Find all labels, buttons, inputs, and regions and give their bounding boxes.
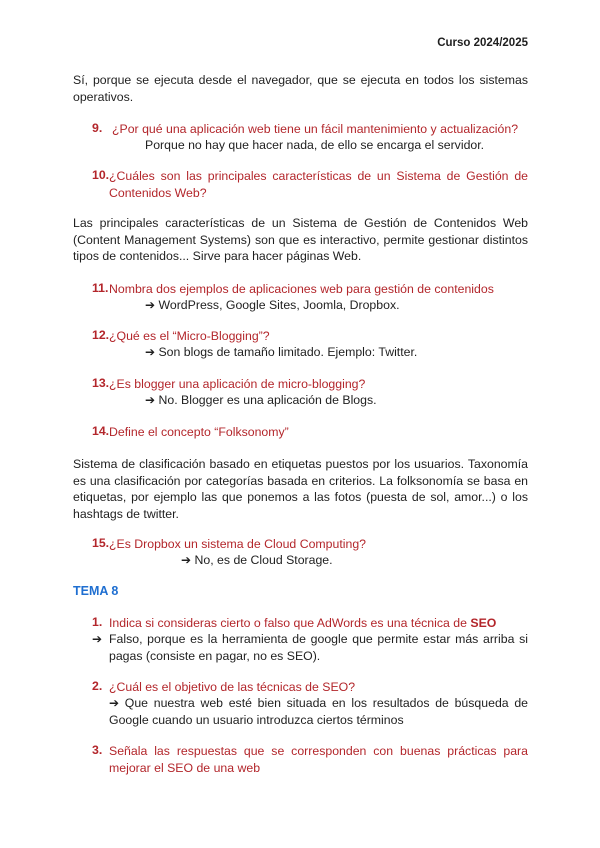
question-9	[92, 121, 528, 138]
question-number: 9.	[92, 121, 103, 135]
answer-text: No. Blogger es una aplicación de Blogs.	[158, 393, 377, 407]
question-text: Señala las respuestas que se corresponden con buenas prácticas para mejorar el SEO de una web	[109, 744, 528, 775]
question-number: 13.	[92, 376, 110, 390]
question-number: 12.	[92, 328, 110, 342]
answer-10: Las principales características de un Sistema de Gestión de Contenidos Web (Content Management Systems) son que es interactivo, permite gestionar distintos tipos de contenidos... Sirve para hacer páginas Web.	[73, 216, 528, 263]
answer-9: Porque no hay que hacer nada, de ello se encarga el servidor.	[145, 138, 485, 152]
answer-text: WordPress, Google Sites, Joomla, Dropbox.	[158, 298, 400, 312]
question-number: 3.	[92, 743, 103, 757]
question-text: ¿Cuáles son las principales características de un Sistema de Gestión de Contenidos Web?	[109, 169, 528, 200]
question-11	[92, 281, 528, 298]
question-text-bold: SEO	[470, 616, 497, 630]
question-10	[92, 168, 528, 201]
question-text	[109, 615, 528, 632]
question-number: 14.	[92, 424, 110, 438]
answer-14: Sistema de clasificación basado en etiquetas puestos por los usuarios. Taxonomía es una clasificación por categorías basada en criterios. La folksonomía se basa en etiquetas, por ejemplo las que ponemos a las fotos (puesta de sol, amor...) o los hashtags de twitter.	[73, 457, 528, 521]
question-text: ¿Es Dropbox un sistema de Cloud Computing?	[109, 537, 366, 551]
answer-12	[145, 344, 417, 361]
section-title: TEMA 8	[73, 584, 119, 598]
arrow-icon: ➔	[92, 632, 103, 646]
arrow-icon: ➔	[145, 345, 156, 359]
question-text: ¿Cuál es el objetivo de las técnicas de SEO?	[109, 680, 356, 694]
answer-text: Que nuestra web esté bien situada en los resultados de búsqueda de Google cuando un usuario introduzca ciertos términos	[109, 696, 528, 727]
tema8-question-2	[92, 679, 528, 696]
answer-text: No, es de Cloud Storage.	[194, 553, 333, 567]
question-14	[92, 424, 528, 441]
question-number: 10.	[92, 168, 110, 182]
question-text: Define el concepto “Folksonomy”	[109, 425, 289, 439]
question-text: ¿Por qué una aplicación web tiene un fácil mantenimiento y actualización?	[112, 122, 519, 136]
question-text: ¿Qué es el “Micro-Blogging”?	[109, 329, 270, 343]
tema8-answer-1	[92, 631, 528, 664]
answer-text: Falso, porque es la herramienta de google que permite estar más arriba si pagas (consiste en pagar, no es SEO).	[109, 632, 528, 663]
question-text-main: Indica si consideras cierto o falso que AdWords es una técnica de	[109, 616, 471, 630]
arrow-icon: ➔	[145, 393, 156, 407]
answer-11	[145, 297, 400, 314]
question-number: 2.	[92, 679, 103, 693]
arrow-icon: ➔	[181, 553, 192, 567]
question-number: 15.	[92, 536, 110, 550]
question-number: 11.	[92, 281, 109, 295]
course-header: Curso 2024/2025	[437, 37, 528, 49]
question-number: 1.	[92, 615, 103, 629]
tema8-question-1	[92, 615, 528, 632]
arrow-icon: ➔	[109, 696, 120, 710]
arrow-icon: ➔	[145, 298, 156, 312]
question-15	[92, 536, 528, 553]
question-text: Nombra dos ejemplos de aplicaciones web para gestión de contenidos	[109, 282, 494, 296]
answer-15	[181, 552, 333, 569]
answer-13	[145, 392, 377, 409]
question-13	[92, 376, 528, 393]
question-12	[92, 328, 528, 345]
intro-paragraph: Sí, porque se ejecuta desde el navegador, que se ejecuta en todos los sistemas operativos.	[73, 73, 528, 104]
question-text: ¿Es blogger una aplicación de micro-blogging?	[109, 377, 366, 391]
tema8-question-3	[92, 743, 528, 776]
tema8-answer-2	[109, 695, 528, 728]
answer-text: Son blogs de tamaño limitado. Ejemplo: Twitter.	[158, 345, 418, 359]
